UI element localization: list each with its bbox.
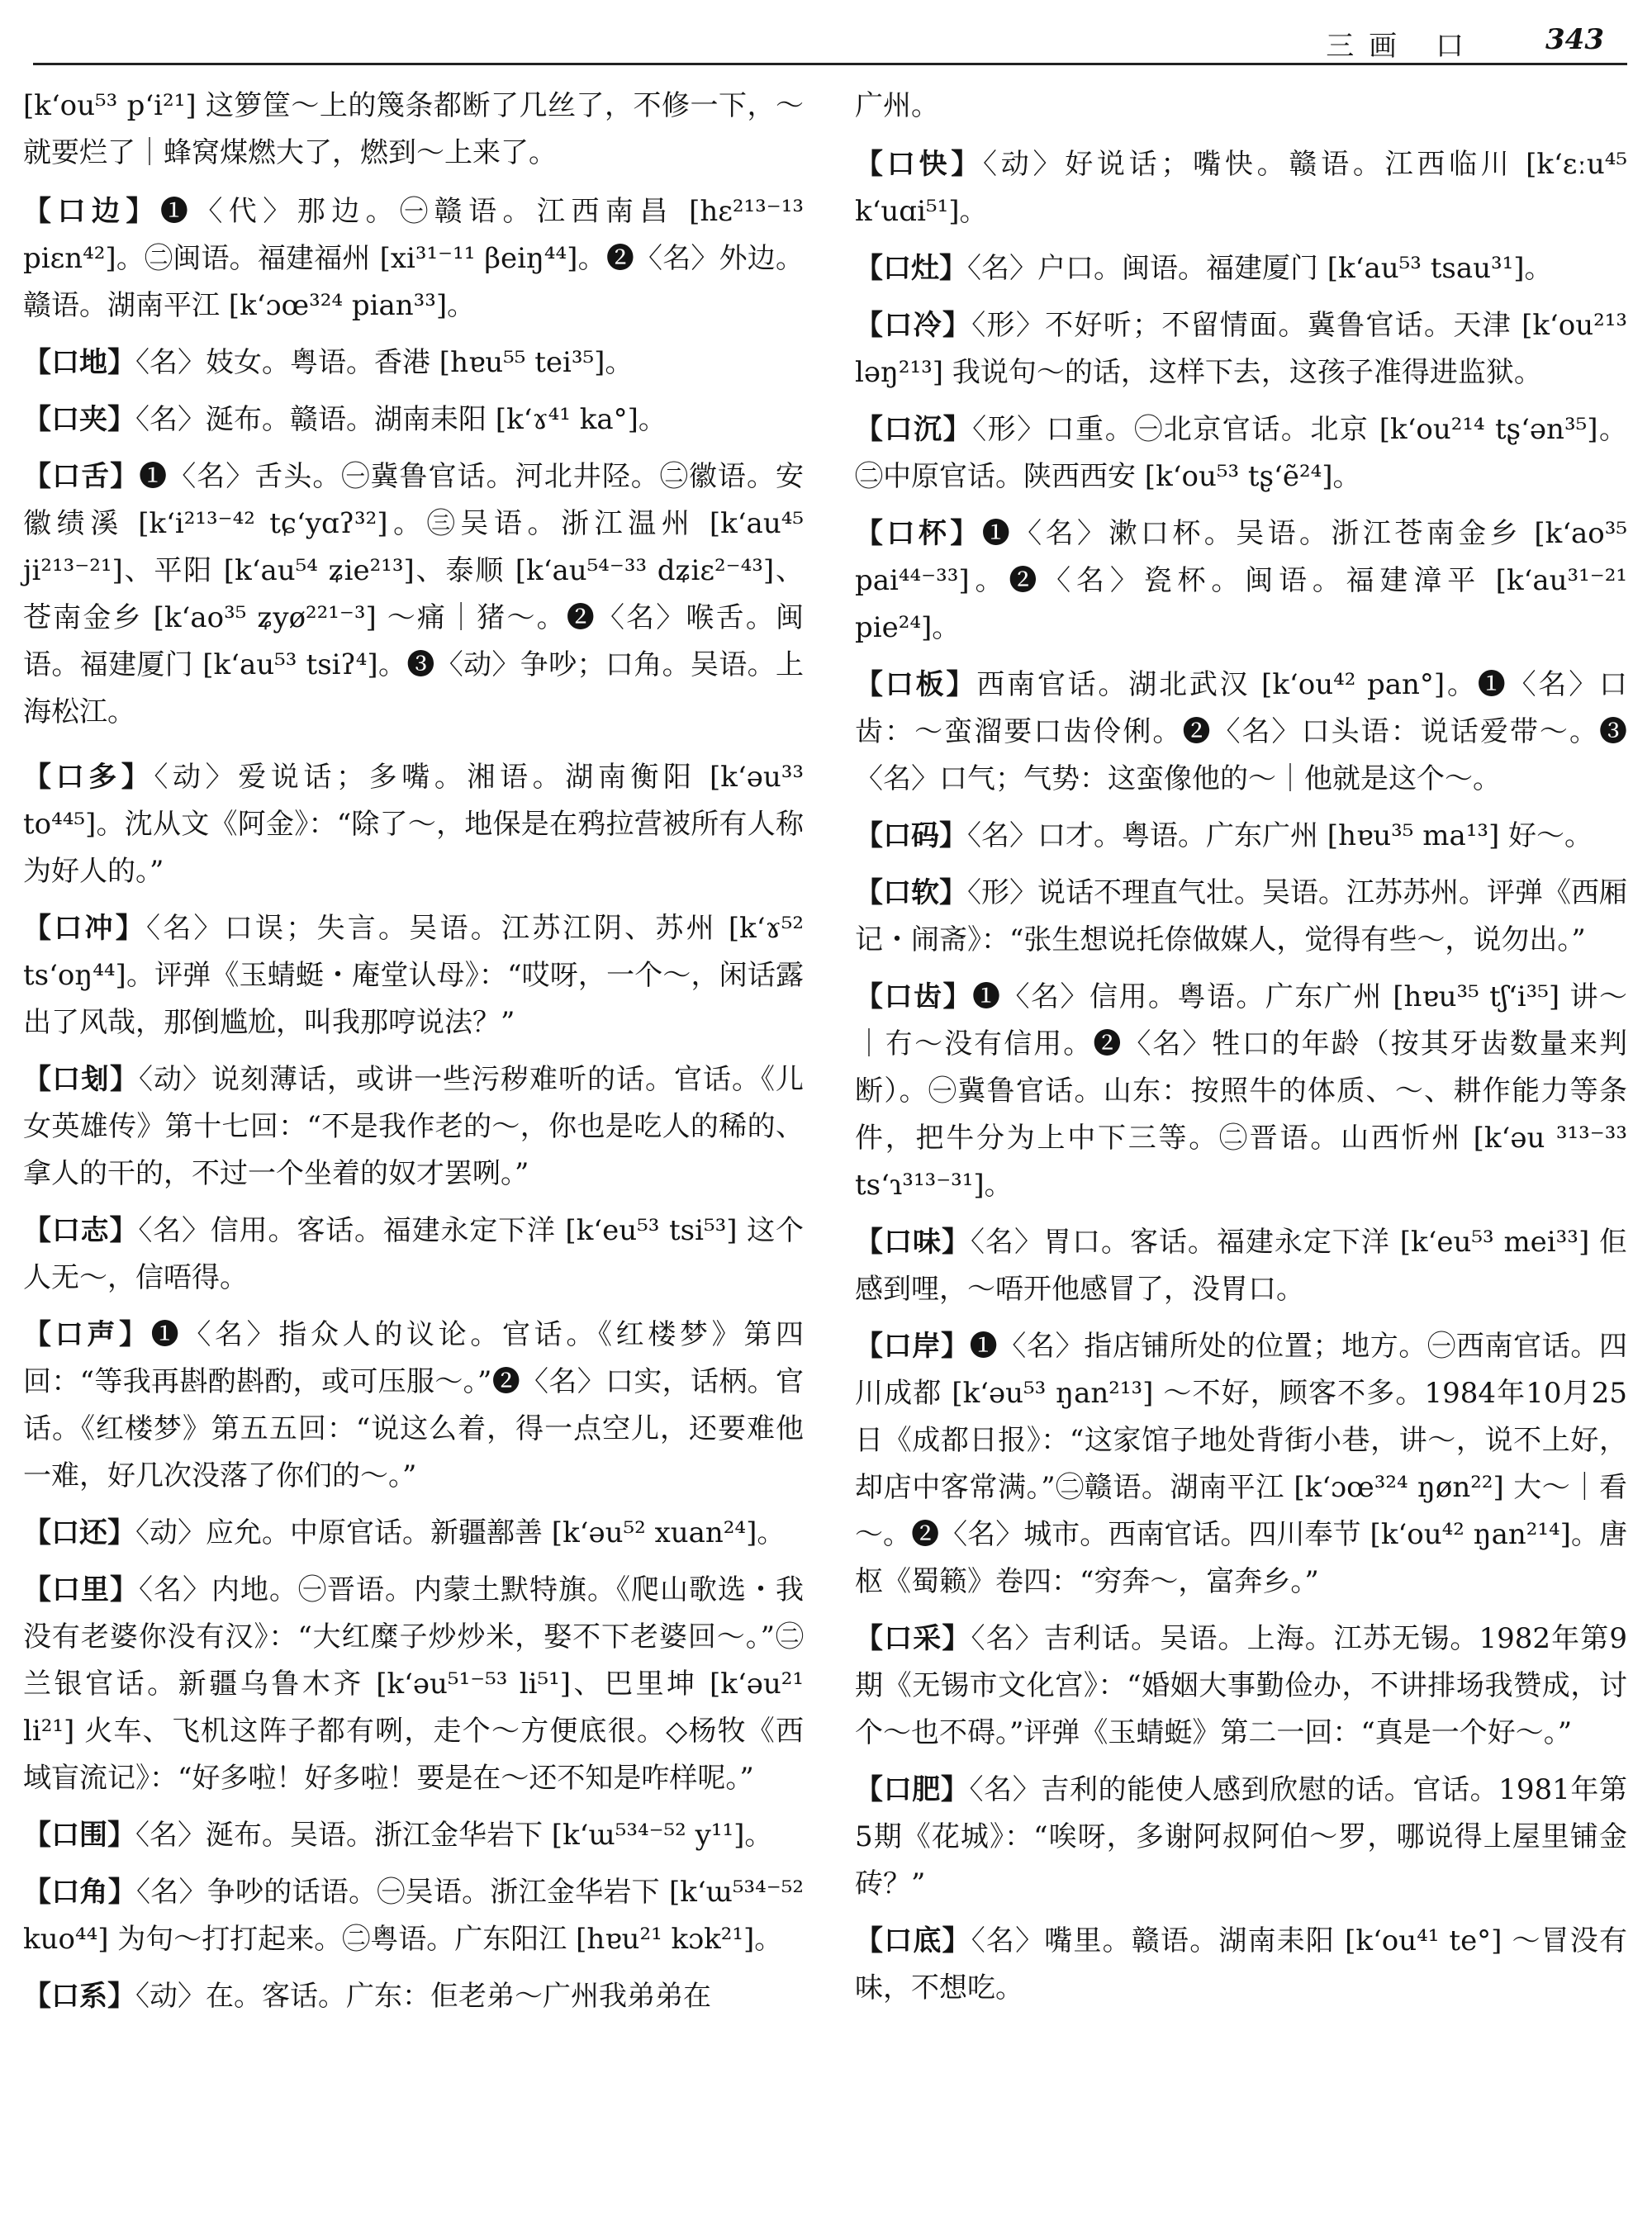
entry-headword: 【口志】 [23, 1214, 139, 1247]
entry-text: 〈名〉胃口。客话。福建永定下洋 [k‘eu⁵³ mei³³] 佢感到哩，～唔开他感冒了，没胃口。 [855, 1226, 1628, 1306]
entry [855, 1918, 1627, 2012]
entry-text: [k‘ou⁵³ p‘i²¹] 这箩筐～上的篾条都断了几丝了，不修一下，～就要烂了｜蜂窝煤燃大了，燃到～上来了。 [23, 89, 804, 169]
entry-headword: 【口肥】 [855, 1773, 970, 1806]
entry-headword: 【口灶】 [855, 252, 967, 285]
entry-headword: 【口快】 [855, 148, 983, 181]
entry [855, 870, 1627, 964]
entry-text: 〈动〉说刻薄话，或讲一些污秽难听的话。官话。《儿女英雄传》第十七回：“不是我作老的～，你也是吃人的稀的、拿人的干的，不过一个坐着的奴才罢咧。” [23, 1063, 804, 1190]
entry-text: 〈名〉吉利话。吴语。上海。江苏无锡。1982年第9期《无锡市文化宫》：“婚姻大事勤俭办，不讲排场我赞成，讨个～也不碍。”评弹《玉蜻蜓》第二一回：“真是一个好～。” [855, 1622, 1627, 1749]
entry [855, 406, 1627, 501]
entry [855, 245, 1627, 292]
entry-headword: 【口里】 [23, 1573, 139, 1606]
entry-headword: 【口冷】 [855, 309, 972, 342]
entry-text: 广州。 [855, 89, 939, 122]
entry-text: ❶〈名〉漱口杯。吴语。浙江苍南金乡 [k‘ao³⁵ pai⁴⁴⁻³³]。❷〈名〉瓷杯。闽语。福建漳平 [k‘au³¹⁻²¹ pie²⁴]。 [855, 517, 1628, 644]
entry-headword: 【口杯】 [855, 517, 982, 550]
entry-text: 〈名〉口才。粤语。广东广州 [hɐu³⁵ ma¹³] 好～。 [967, 819, 1593, 852]
entry [23, 1312, 804, 1500]
entry-text: 〈动〉爱说话；多嘴。湘语。湖南衡阳 [k‘əu³³ to⁴⁴⁵]。沈从文《阿金》：“除了～，地保是在鸦拉营被所有人称为好人的。” [23, 761, 804, 888]
right-column [855, 83, 1627, 2022]
entry-headword: 【口围】 [23, 1819, 135, 1852]
entry [23, 754, 804, 895]
entry [855, 1323, 1627, 1606]
entry-text: ❶〈名〉舌头。㊀冀鲁官话。河北井陉。㊁徽语。安徽绩溪 [k‘i²¹³⁻⁴² tɕ‘yɑʔ³²]。㊂吴语。浙江温州 [k‘au⁴⁵ ji²¹³⁻²¹]、平阳 [k‘au⁵⁴ ʑie²¹³]、泰顺 [k‘au⁵⁴⁻³³ dʑiɛ²⁻⁴³]、苍南金乡 [k‘ao³⁵ ʑyø²²¹⁻³] ～痛｜猪～。❷〈名〉喉舌。闽语。福建厦门 [k‘au⁵³ tsiʔ⁴]。❸〈动〉争吵；口角。吴语。上海松江。 [23, 460, 805, 728]
entry-text: ❶〈名〉指众人的议论。官话。《红楼梦》第四回：“等我再斟酌斟酌，或可压服～。”❷〈名〉口实，话柄。官话。《红楼梦》第五五回：“说这么着，得一点空儿，还要难他一难，好几次没落了你们的～。” [23, 1318, 805, 1492]
entry-text: 〈名〉口误；失言。吴语。江苏江阴、苏州 [k‘ɤ⁵² ts‘oŋ⁴⁴]。评弹《玉蜻蜓・庵堂认母》：“哎呀，一个～，闲话露出了风哉，那倒尴尬，叫我那哼说法？” [23, 912, 804, 1039]
entry-headword: 【口系】 [23, 1980, 135, 2013]
page-number: 343 [1545, 23, 1604, 56]
entry-text: 〈名〉涎布。赣语。湖南耒阳 [k‘ɤ⁴¹ ka°]。 [135, 403, 667, 436]
entry [23, 1567, 804, 1802]
entry [23, 1812, 804, 1859]
entry-headword: 【口岸】 [855, 1330, 970, 1363]
entry-text: 〈名〉涎布。吴语。浙江金华岩下 [k‘ɯ⁵³⁴⁻⁵² y¹¹]。 [135, 1819, 773, 1852]
entry [855, 302, 1627, 396]
entry [23, 453, 804, 736]
entry [23, 188, 804, 330]
entry-text: 〈形〉不好听；不留情面。冀鲁官话。天津 [k‘ou²¹³ ləŋ²¹³] 我说句～的话，这样下去，这孩子准得进监狱。 [855, 309, 1627, 389]
entry-text: ❶〈名〉指店铺所处的位置；地方。㊀西南官话。四川成都 [k‘əu⁵³ ŋan²¹³] ～不好，顾客不多。1984年10月25日《成都日报》：“这家馆子地处背街小巷，讲～，说不上好，却店中客常满。”㊁赣语。湖南平江 [k‘ɔœ³²⁴ ŋøn²²] 大～｜看～。❷〈名〉城市。西南官话。四川奉节 [k‘ou⁴² ŋan²¹⁴]。唐枢《蜀籁》卷四：“穷奔～，富奔乡。” [855, 1330, 1628, 1598]
entry-text: 〈名〉嘴里。赣语。湖南耒阳 [k‘ou⁴¹ te°] ～冒没有味，不想吃。 [855, 1924, 1627, 2005]
entry-headword: 【口齿】 [855, 980, 972, 1013]
entry [23, 1056, 804, 1198]
entry [855, 83, 1627, 130]
entry-headword: 【口地】 [23, 346, 135, 379]
entry-headword: 【口码】 [855, 819, 967, 852]
entry-headword: 【口沉】 [855, 413, 973, 446]
entry-headword: 【口软】 [855, 876, 967, 909]
entry [855, 1219, 1627, 1313]
entry-text: ❶〈代〉那边。㊀赣语。江西南昌 [hɛ²¹³⁻¹³ piɛn⁴²]。㊁闽语。福建福州 [xi³¹⁻¹¹ βeiŋ⁴⁴]。❷〈名〉外边。赣语。湖南平江 [k‘ɔœ³²⁴ pian³³]。 [23, 195, 805, 322]
entry-headword: 【口声】 [23, 1318, 151, 1351]
page-header [0, 23, 1652, 63]
entry [855, 1767, 1627, 1908]
entry-headword: 【口多】 [23, 761, 154, 794]
entry-text: 〈名〉内地。㊀晋语。内蒙土默特旗。《爬山歌选・我没有老婆你没有汉》：“大红糜子炒炒米，娶不下老婆回～。”㊁兰银官话。新疆乌鲁木齐 [k‘əu⁵¹⁻⁵³ li⁵¹]、巴里坤 [k‘əu²¹ li²¹] 火车、飞机这阵子都有咧，走个～方便底很。◇杨牧《西域盲流记》：“好多啦！好多啦！要是在～还不知是咋样呢。” [23, 1573, 804, 1795]
entry-text: 〈形〉说话不理直气壮。吴语。江苏苏州。评弹《西厢记・闹斋》：“张生想说托倷做媒人，觉得有些～，说勿出。” [855, 876, 1627, 956]
entry-headword: 【口采】 [855, 1622, 971, 1655]
entry-headword: 【口夹】 [23, 403, 135, 436]
entry [23, 1869, 804, 1963]
entry [23, 1973, 804, 2020]
section-title: 三画 口 [1326, 30, 1479, 63]
entry [855, 141, 1627, 235]
entry-text: 〈名〉信用。客话。福建永定下洋 [k‘eu⁵³ tsi⁵³] 这个人无～，信唔得。 [23, 1214, 804, 1294]
entry-text: 〈动〉好说话；嘴快。赣语。江西临川 [k‘ɛːu⁴⁵ k‘uɑi⁵¹]。 [855, 148, 1627, 228]
entry-text: 〈名〉吉利的能使人感到欣慰的话。官话。1981年第5期《花城》：“唉呀，多谢阿叔阿伯～罗，哪说得上屋里铺金砖？” [855, 1773, 1628, 1900]
entry-headword: 【口还】 [23, 1516, 135, 1549]
entry-text: 〈动〉应允。中原官话。新疆鄯善 [k‘əu⁵² xuan²⁴]。 [135, 1516, 786, 1549]
entry-text: 〈名〉户口。闽语。福建厦门 [k‘au⁵³ tsau³¹]。 [967, 252, 1553, 285]
entry [855, 510, 1627, 652]
entry [23, 1208, 804, 1302]
entry-text: 〈动〉在。客话。广东：佢老弟～广州我弟弟在 [135, 1980, 711, 2013]
entry [23, 83, 804, 177]
left-column [23, 83, 804, 2030]
entry [855, 813, 1627, 860]
entry [855, 1616, 1627, 1757]
entry-headword: 【口底】 [855, 1924, 971, 1957]
entry-headword: 【口角】 [23, 1876, 137, 1909]
entry [23, 1510, 804, 1557]
entry-headword: 【口冲】 [23, 912, 147, 945]
entry-headword: 【口刬】 [23, 1063, 139, 1096]
entry-text: 〈名〉争吵的话语。㊀吴语。浙江金华岩下 [k‘ɯ⁵³⁴⁻⁵² kuo⁴⁴] 为句～打打起来。㊁粤语。广东阳江 [hɐu²¹ kɔk²¹]。 [23, 1876, 804, 1956]
entry-headword: 【口舌】 [23, 460, 140, 493]
entry-headword: 【口边】 [23, 195, 160, 228]
entry-text: 西南官话。湖北武汉 [k‘ou⁴² pan°]。❶〈名〉口齿：～蛮溜要口齿伶俐。❷〈名〉口头语：说话爱带～。❸〈名〉口气；气势：这蛮像他的～｜他就是这个～。 [855, 668, 1627, 795]
entry [855, 662, 1627, 803]
entry [23, 396, 804, 444]
entry-text: 〈名〉妓女。粤语。香港 [hɐu⁵⁵ tei³⁵]。 [135, 346, 634, 379]
entry [23, 339, 804, 387]
entry [23, 905, 804, 1046]
entry-headword: 【口味】 [855, 1226, 971, 1259]
header-rule [33, 63, 1627, 65]
entry-text: 〈形〉口重。㊀北京官话。北京 [k‘ou²¹⁴ tʂ‘ən³⁵]。㊁中原官话。陕西西安 [k‘ou⁵³ tʂ‘ẽ²⁴]。 [855, 413, 1627, 493]
entry-text: ❶〈名〉信用。粤语。广东广州 [hɐu³⁵ tʃ‘i³⁵] 讲～｜冇～没有信用。❷〈名〉牲口的年龄（按其牙齿数量来判断）。㊀冀鲁官话。山东：按照牛的体质、～、耕作能力等条件，把牛分为上中下三等。㊁晋语。山西忻州 [k‘əu ³¹³⁻³³ ts‘ɿ³¹³⁻³¹]。 [855, 980, 1627, 1202]
entry [855, 974, 1627, 1209]
entry-headword: 【口板】 [855, 668, 977, 701]
